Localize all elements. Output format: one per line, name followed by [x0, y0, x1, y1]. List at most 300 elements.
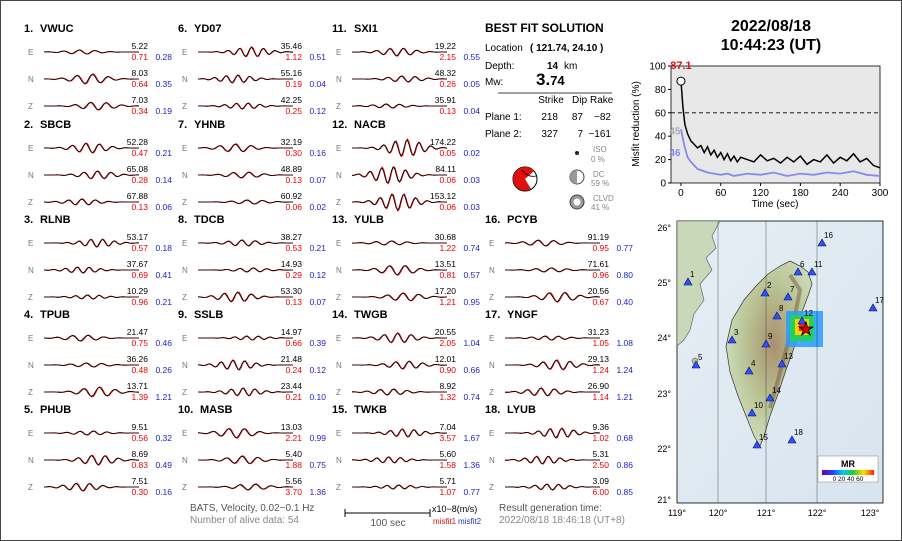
component-label: N	[489, 266, 495, 275]
misfit2-value: 0.12	[309, 365, 326, 375]
component-label: Z	[336, 293, 341, 302]
misfit2-value: 0.04	[309, 79, 326, 89]
component-label: N	[336, 75, 342, 84]
misfit1-value: 2.15	[439, 52, 456, 62]
amplitude-value: 12.01	[434, 354, 456, 364]
amplitude-value: 53.30	[280, 286, 302, 296]
component-label: N	[336, 171, 342, 180]
station-number: 16.	[485, 214, 501, 226]
dc-beachball-icon	[570, 170, 584, 184]
misfit2-value: 0.66	[463, 365, 480, 375]
station-map-label: 7	[790, 285, 795, 294]
peak-value-label: 87.1	[670, 60, 692, 72]
misfit1-value: 1.58	[439, 460, 456, 470]
amplitude-value: 5.22	[131, 41, 148, 51]
time-scale-label: 100 sec	[370, 518, 406, 529]
amplitude-value: 35.46	[280, 41, 302, 51]
misfit2-value: 0.16	[309, 148, 326, 158]
misfit1-value: 0.24	[285, 365, 302, 375]
misfit1-value: 0.83	[131, 460, 148, 470]
latitude-tick-label: 24°	[657, 333, 671, 343]
component-label: Z	[336, 198, 341, 207]
observed-waveform	[198, 268, 293, 272]
misfit2-value: 0.80	[616, 270, 633, 280]
component-label: N	[489, 361, 495, 370]
mw-label: Mw:	[485, 77, 504, 88]
best-fit-solution	[485, 21, 614, 212]
dc-label: DC	[593, 170, 605, 179]
station-name: LYUB	[507, 404, 536, 416]
component-label: E	[182, 429, 188, 438]
observed-waveform	[44, 456, 139, 465]
amplitude-value: 8.92	[439, 381, 456, 391]
station-panel	[178, 309, 326, 402]
misfit1-value: 0.95	[592, 243, 609, 253]
station-name: TWKB	[354, 404, 387, 416]
observed-waveform	[352, 49, 447, 56]
misfit1-value: 0.69	[131, 270, 148, 280]
observed-waveform	[198, 336, 293, 340]
station-number: 13.	[332, 214, 348, 226]
station-panel	[178, 23, 326, 116]
misfit2-value: 0.74	[463, 243, 480, 253]
component-label: E	[28, 334, 34, 343]
iso-value: 0 %	[591, 155, 605, 164]
observed-waveform	[44, 199, 139, 205]
component-label: N	[28, 266, 34, 275]
component-label: N	[182, 171, 188, 180]
misfit2-value: 0.02	[463, 148, 480, 158]
misfit1-value: 0.67	[592, 297, 609, 307]
amplitude-value: 53.17	[126, 232, 148, 242]
component-label: Z	[336, 388, 341, 397]
misfit2-legend: misfit2	[458, 517, 482, 526]
station-name: SSLB	[194, 309, 224, 321]
misfit2-value: 0.12	[309, 106, 326, 116]
amplitude-value: 17.20	[434, 286, 456, 296]
station-panel	[24, 404, 172, 497]
y-tick-label: 80	[654, 84, 666, 96]
misfit1-value: 0.30	[285, 148, 302, 158]
plane1-dip: 87	[571, 112, 583, 123]
misfit1-value: 0.81	[439, 270, 456, 280]
misfit1-value: 0.96	[592, 270, 609, 280]
component-label: E	[489, 239, 495, 248]
amplitude-value: 48.32	[434, 68, 456, 78]
chart-plot-area	[671, 66, 880, 183]
component-label: E	[336, 144, 342, 153]
mr-legend-title: MR	[841, 459, 855, 469]
station-name: YULB	[354, 214, 384, 226]
observed-waveform	[352, 104, 447, 108]
component-label: E	[182, 144, 188, 153]
misfit2-value: 1.24	[616, 365, 633, 375]
observed-waveform	[352, 76, 447, 82]
component-label: E	[28, 429, 34, 438]
station-number: 2.	[24, 119, 34, 131]
amplitude-value: 13.71	[126, 381, 148, 391]
misfit2-value: 1.04	[463, 338, 480, 348]
component-label: Z	[182, 388, 187, 397]
amplitude-value: 71.61	[587, 259, 609, 269]
amplitude-value: 7.51	[131, 476, 148, 486]
amplitude-value: 32.19	[280, 137, 302, 147]
misfit2-value: 0.32	[155, 433, 172, 443]
amplitude-value: 91.19	[587, 232, 609, 242]
misfit1-value: 2.50	[592, 460, 609, 470]
misfit1-value: 2.21	[285, 433, 302, 443]
misfit2-value: 0.95	[463, 297, 480, 307]
minor-value-label: 45	[669, 126, 681, 138]
misfit2-value: 0.21	[309, 243, 326, 253]
component-label: N	[336, 266, 342, 275]
component-label: Z	[182, 198, 187, 207]
component-label: E	[489, 429, 495, 438]
amplitude-value: 3.09	[592, 476, 609, 486]
observed-waveform	[505, 456, 600, 463]
station-number: 18.	[485, 404, 501, 416]
misfit2-value: 0.21	[155, 297, 172, 307]
alive-data-count: Number of alive data: 54	[190, 515, 299, 526]
amplitude-value: 19.22	[434, 41, 456, 51]
station-panel	[332, 23, 480, 116]
component-label: N	[28, 75, 34, 84]
misfit2-value: 0.16	[155, 487, 172, 497]
observed-waveform	[505, 429, 600, 438]
misfit1-value: 3.57	[439, 433, 456, 443]
minor-value-label: 46	[669, 148, 681, 160]
misfit1-value: 0.71	[131, 52, 148, 62]
component-label: N	[489, 456, 495, 465]
station-name: PCYB	[507, 214, 538, 226]
amplitude-value: 9.36	[592, 422, 609, 432]
station-map-label: 8	[779, 304, 784, 313]
amplitude-value: 5.71	[439, 476, 456, 486]
station-name: NACB	[354, 119, 386, 131]
x-axis-label: Time (sec)	[751, 199, 799, 210]
station-panel	[24, 119, 172, 212]
station-name: TDCB	[194, 214, 225, 226]
misfit1-value: 0.06	[285, 202, 302, 212]
component-label: Z	[28, 388, 33, 397]
depth-label: Depth:	[485, 61, 515, 72]
iso-icon	[575, 151, 579, 155]
misfit1-value: 0.21	[285, 392, 302, 402]
station-panel	[24, 214, 172, 307]
station-name: TWGB	[354, 309, 388, 321]
y-tick-label: 0	[660, 178, 666, 190]
station-number: 1.	[24, 23, 34, 35]
misfit2-value: 0.39	[309, 338, 326, 348]
station-map-label: 6	[800, 260, 805, 269]
col-dip: Dip	[572, 95, 588, 106]
latitude-tick-label: 23°	[657, 389, 671, 399]
station-map-label: 2	[767, 281, 772, 290]
misfit1-value: 0.25	[285, 106, 302, 116]
misfit1-value: 0.26	[439, 79, 456, 89]
amplitude-value: 5.40	[285, 449, 302, 459]
station-map-label: 9	[768, 332, 773, 341]
station-panel	[178, 404, 326, 497]
amplitude-value: 36.26	[126, 354, 148, 364]
amplitude-value: 35.91	[434, 95, 456, 105]
misfit1-value: 0.05	[439, 148, 456, 158]
x-tick-label: 300	[871, 188, 889, 199]
component-label: E	[336, 334, 342, 343]
misfit2-value: 0.51	[309, 52, 326, 62]
component-label: E	[28, 48, 34, 57]
component-label: Z	[28, 293, 33, 302]
station-name: VWUC	[40, 23, 74, 35]
plane2-rake: −161	[588, 129, 611, 140]
station-panel	[485, 404, 633, 497]
component-label: N	[182, 266, 188, 275]
synthetic-waveform	[352, 333, 447, 343]
misfit1-value: 0.53	[285, 243, 302, 253]
location-value: ( 121.74, 24.10 )	[530, 43, 604, 54]
misfit2-value: 0.35	[155, 79, 172, 89]
amplitude-value: 30.68	[434, 232, 456, 242]
amplitude-units: x10−8(m/s)	[432, 504, 478, 514]
misfit1-value: 0.13	[285, 175, 302, 185]
station-map-label: 3	[734, 328, 739, 337]
station-name: YNGF	[507, 309, 538, 321]
y-tick-label: 60	[654, 108, 666, 120]
amplitude-value: 13.51	[434, 259, 456, 269]
amplitude-value: 5.60	[439, 449, 456, 459]
observed-waveform	[352, 167, 447, 183]
misfit1-value: 6.00	[592, 487, 609, 497]
component-label: E	[336, 239, 342, 248]
component-label: Z	[28, 483, 33, 492]
amplitude-value: 29.13	[587, 354, 609, 364]
misfit1-value: 0.06	[439, 175, 456, 185]
component-label: E	[28, 239, 34, 248]
amplitude-value: 174.22	[430, 137, 456, 147]
component-label: Z	[28, 198, 33, 207]
station-number: 12.	[332, 119, 348, 131]
amplitude-value: 8.69	[131, 449, 148, 459]
observed-waveform	[198, 456, 293, 463]
component-label: N	[28, 456, 34, 465]
misfit2-value: 0.26	[155, 365, 172, 375]
amplitude-value: 8.03	[131, 68, 148, 78]
misfit1-value: 0.90	[439, 365, 456, 375]
peak-marker	[677, 77, 685, 85]
observed-waveform	[352, 485, 447, 489]
observed-waveform	[44, 363, 139, 367]
misfit2-value: 0.12	[309, 270, 326, 280]
misfit2-value: 0.02	[309, 202, 326, 212]
misfit1-value: 0.28	[131, 175, 148, 185]
misfit2-value: 0.03	[463, 202, 480, 212]
amplitude-value: 14.93	[280, 259, 302, 269]
misfit-reduction-chart	[631, 60, 889, 210]
col-strike: Strike	[538, 95, 564, 106]
misfit2-value: 0.41	[155, 270, 172, 280]
misfit2-value: 0.55	[463, 52, 480, 62]
observed-waveform	[44, 103, 139, 110]
component-label: Z	[182, 293, 187, 302]
misfit2-value: 1.36	[463, 460, 480, 470]
observed-waveform	[505, 336, 600, 340]
station-panel	[178, 214, 326, 307]
amplitude-value: 5.56	[285, 476, 302, 486]
misfit1-value: 0.13	[439, 106, 456, 116]
component-label: E	[182, 239, 188, 248]
amplitude-value: 65.08	[126, 164, 148, 174]
station-number: 15.	[332, 404, 348, 416]
station-number: 6.	[178, 23, 188, 35]
y-tick-label: 40	[654, 131, 666, 143]
longitude-tick-label: 119°	[668, 508, 686, 518]
amplitude-value: 20.56	[587, 286, 609, 296]
event-date: 2022/08/18	[730, 18, 812, 35]
observed-waveform	[44, 431, 139, 435]
amplitude-value: 21.48	[280, 354, 302, 364]
component-label: N	[182, 361, 188, 370]
result-time-value: 2022/08/18 18:46:18 (UT+8)	[499, 515, 625, 526]
station-name: RLNB	[40, 214, 71, 226]
depth-value: 14	[547, 61, 559, 72]
misfit2-value: 0.74	[463, 392, 480, 402]
plane1-rake: −82	[594, 112, 611, 123]
component-label: E	[182, 48, 188, 57]
station-number: 14.	[332, 309, 348, 321]
mr-scale-labels: 0 20 40 60	[832, 476, 864, 483]
misfit1-value: 0.19	[285, 79, 302, 89]
station-number: 7.	[178, 119, 188, 131]
result-time-label: Result generation time:	[499, 503, 602, 514]
misfit1-value: 0.47	[131, 148, 148, 158]
plane2-dip: 7	[577, 129, 583, 140]
iso-label: ISO	[593, 145, 607, 154]
component-label: Z	[489, 388, 494, 397]
station-name: YHNB	[194, 119, 226, 131]
misfit1-value: 0.13	[131, 202, 148, 212]
misfit2-value: 0.85	[616, 487, 633, 497]
station-map-label: 17	[875, 296, 884, 305]
component-label: N	[28, 171, 34, 180]
amplitude-value: 38.27	[280, 232, 302, 242]
amplitude-value: 67.88	[126, 191, 148, 201]
station-map-label: 16	[824, 231, 833, 240]
station-panel	[178, 119, 326, 212]
component-label: Z	[336, 483, 341, 492]
observed-waveform	[505, 484, 600, 490]
station-map-label: 12	[804, 309, 813, 318]
misfit2-value: 0.28	[155, 52, 172, 62]
misfit2-value: 1.36	[309, 487, 326, 497]
misfit2-value: 0.99	[309, 433, 326, 443]
component-label: E	[336, 429, 342, 438]
station-panel	[485, 214, 633, 307]
misfit1-value: 0.34	[131, 106, 148, 116]
station-map-label: 11	[814, 260, 823, 269]
misfit1-value: 3.70	[285, 487, 302, 497]
station-number: 4.	[24, 309, 34, 321]
station-panel	[24, 23, 172, 116]
misfit1-value: 1.88	[285, 460, 302, 470]
misfit1-value: 0.48	[131, 365, 148, 375]
amplitude-value: 48.89	[280, 164, 302, 174]
plane1-label: Plane 1:	[485, 112, 522, 123]
station-name: MASB	[200, 404, 233, 416]
misfit1-value: 1.22	[439, 243, 456, 253]
focal-mechanism-beachball	[513, 167, 537, 191]
plane1-strike: 218	[541, 112, 558, 123]
station-name: SXI1	[354, 23, 378, 35]
misfit2-value: 0.77	[616, 243, 633, 253]
longitude-tick-label: 122°	[807, 508, 827, 518]
amplitude-value: 14.97	[280, 327, 302, 337]
component-label: Z	[182, 102, 187, 111]
amplitude-value: 60.92	[280, 191, 302, 201]
y-tick-label: 20	[654, 155, 666, 167]
network-info: BATS, Velocity, 0.02~0.1 Hz	[190, 503, 315, 514]
observed-waveform	[352, 389, 447, 395]
misfit2-value: 0.14	[155, 175, 172, 185]
component-label: N	[336, 361, 342, 370]
misfit2-value: 0.06	[155, 202, 172, 212]
component-label: Z	[489, 483, 494, 492]
station-map-label: 18	[794, 428, 803, 437]
station-panel	[24, 309, 172, 402]
misfit2-value: 0.07	[309, 297, 326, 307]
x-tick-label: 180	[792, 188, 809, 199]
component-label: Z	[28, 102, 33, 111]
misfit2-value: 0.04	[463, 106, 480, 116]
misfit2-value: 1.08	[616, 338, 633, 348]
station-map-label: 4	[751, 359, 756, 368]
x-tick-label: 60	[715, 188, 727, 199]
station-panel	[332, 404, 480, 497]
misfit2-value: 0.21	[155, 148, 172, 158]
amplitude-value: 55.16	[280, 68, 302, 78]
amplitude-value: 31.23	[587, 327, 609, 337]
misfit2-value: 0.46	[155, 338, 172, 348]
station-name: TPUB	[40, 309, 70, 321]
misfit2-value: 0.68	[616, 433, 633, 443]
station-number: 10.	[178, 404, 194, 416]
amplitude-value: 21.47	[126, 327, 148, 337]
plane2-label: Plane 2:	[485, 129, 522, 140]
station-name: SBCB	[40, 119, 72, 131]
dc-value: 59 %	[591, 179, 610, 188]
misfit2-value: 0.19	[155, 106, 172, 116]
misfit1-value: 0.13	[285, 297, 302, 307]
amplitude-value: 7.04	[439, 422, 456, 432]
mr-color-bar	[822, 470, 874, 475]
time-scale-bar	[345, 509, 430, 517]
observed-waveform	[198, 48, 293, 57]
misfit1-value: 1.12	[285, 52, 302, 62]
misfit2-value: 0.49	[155, 460, 172, 470]
observed-waveform	[44, 171, 139, 178]
misfit1-value: 1.21	[439, 297, 456, 307]
station-number: 8.	[178, 214, 188, 226]
misfit2-value: 0.57	[463, 270, 480, 280]
misfit1-legend: misfit1	[433, 517, 457, 526]
misfit2-value: 1.21	[616, 392, 633, 402]
station-number: 9.	[178, 309, 188, 321]
x-tick-label: 240	[831, 188, 849, 199]
amplitude-value: 13.03	[280, 422, 302, 432]
station-number: 3.	[24, 214, 34, 226]
misfit2-value: 1.67	[463, 433, 480, 443]
station-number: 11.	[332, 23, 347, 35]
component-label: N	[182, 75, 188, 84]
